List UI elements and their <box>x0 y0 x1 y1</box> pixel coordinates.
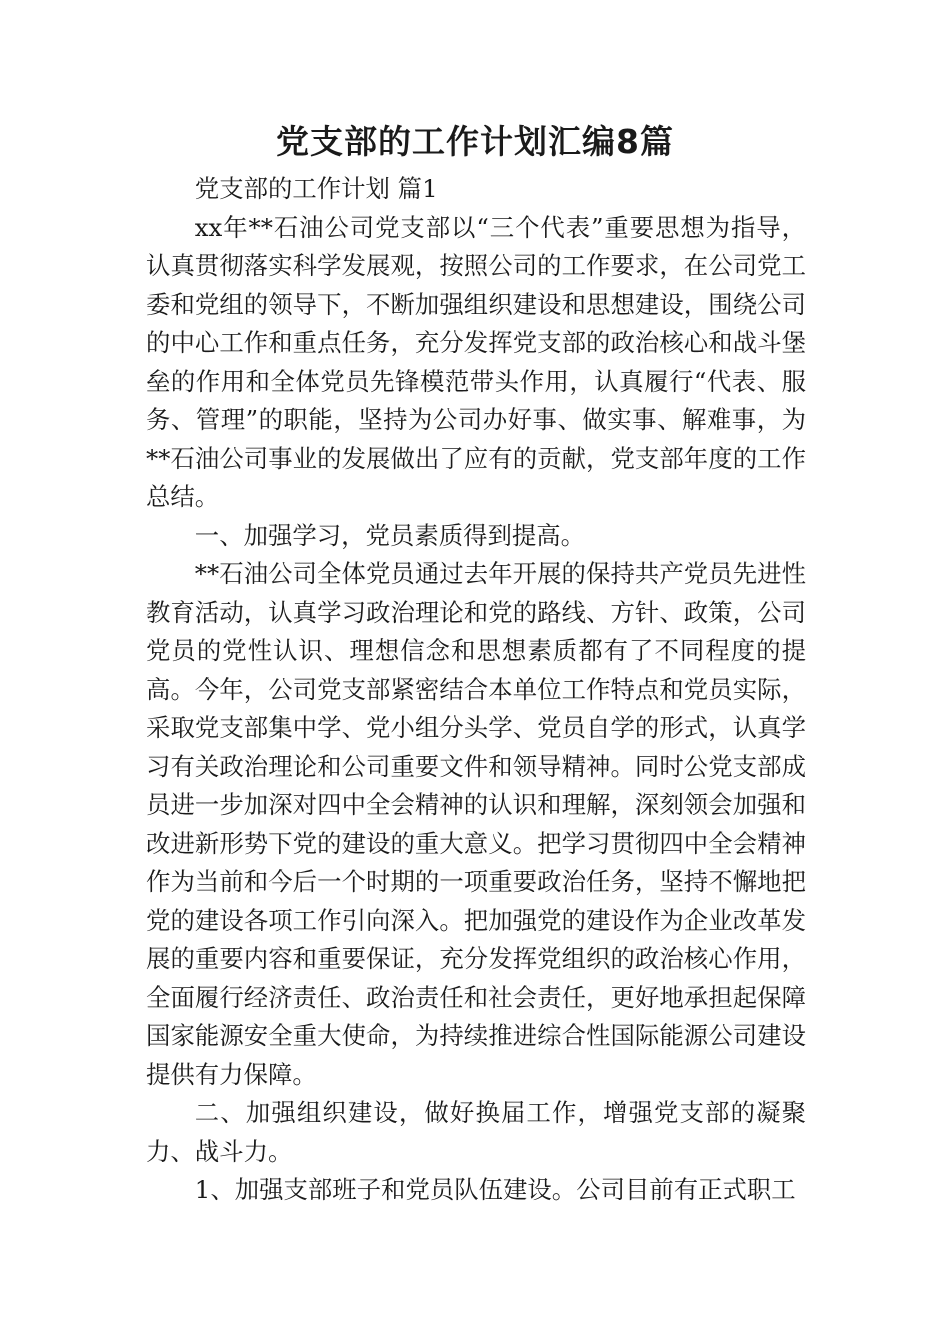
paragraph-team-building: 1、加强支部班子和党员队伍建设。公司目前有正式职工 <box>194 1175 796 1204</box>
document-body <box>146 170 806 1210</box>
document-title: 党支部的工作计划汇编8篇 <box>276 122 674 161</box>
section-heading-plan-1: 党支部的工作计划 篇1 <box>194 174 438 203</box>
section-heading-study: 一、加强学习，党员素质得到提高。 <box>194 520 586 550</box>
paragraph-intro: xx年**石油公司党支部以“三个代表”重要思想为指导，认真贯彻落实科学发展观，按照公司的工作要求，在公司党工委和党组的领导下，不断加强组织建设和思想建设，围绕公司的中心工作和重点任务，充分发挥党支部的政治核心和战斗堡垒的作用和全体党员先锋模范带头作用，认真履行“代表、服务、管理”的职能，坚持为公司办好事、做实事、解难事，为**石油公司事业的发展做出了应有的贡献，党支部年度的工作总结。 <box>146 212 806 511</box>
paragraph-study: **石油公司全体党员通过去年开展的保持共产党员先进性教育活动，认真学习政治理论和党的路线、方针、政策，公司党员的党性认识、理想信念和思想素质都有了不同程度的提高。今年，公司党支部紧密结合本单位工作特点和党员实际，采取党支部集中学、党小组分头学、党员自学的形式，认真学习有关政治理论和公司重要文件和领导精神。同时公党支部成员进一步加深对四中全会精神的认识和理解，深刻领会加强和改进新形势下党的建设的重大意义。把学习贯彻四中全会精神作为当前和今后一个时期的一项重要政治任务，坚持不懈地把党的建设各项工作引向深入。把加强党的建设作为企业改革发展的重要内容和重要保证，充分发挥党组织的政治核心作用，全面履行经济责任、政治责任和社会责任，更好地承担起保障国家能源安全重大使命，为持续推进综合性国际能源公司建设提供有力保障。 <box>146 559 806 1089</box>
section-heading-organization: 二、加强组织建设，做好换届工作，增强党支部的凝聚力、战斗力。 <box>146 1098 806 1166</box>
